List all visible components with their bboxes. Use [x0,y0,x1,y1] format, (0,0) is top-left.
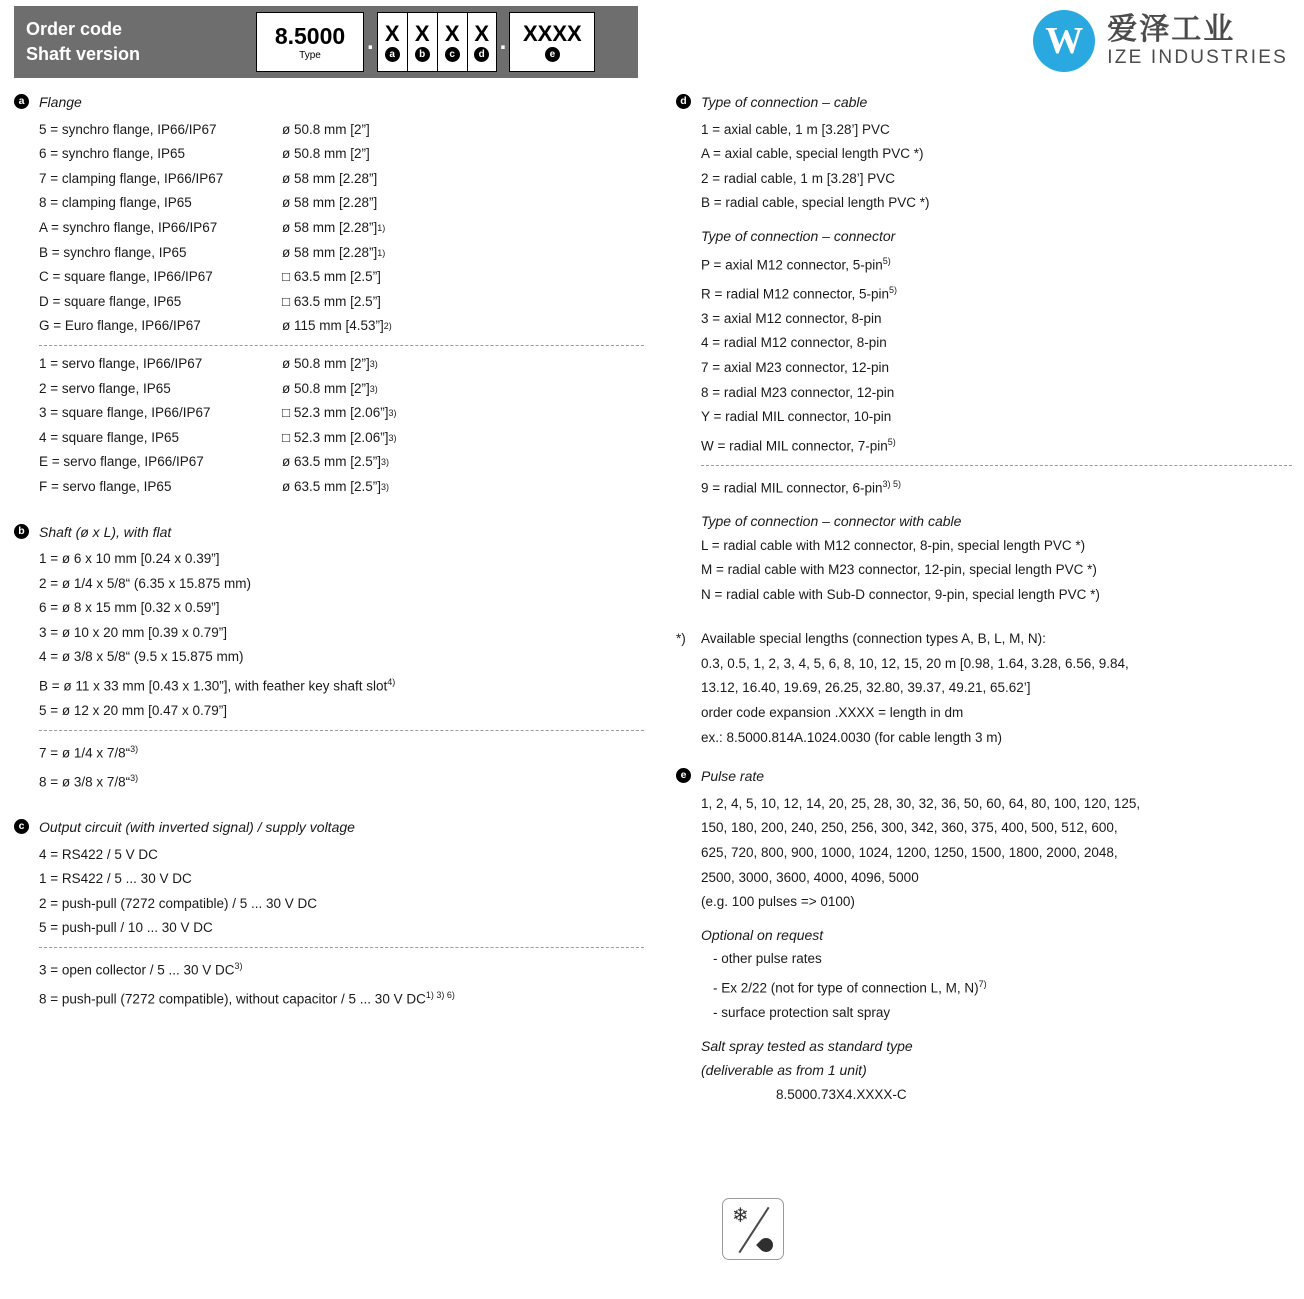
list-item [14,377,644,402]
footnote-ref: 4) [387,677,396,688]
code-cells-abcd [377,12,497,72]
header-title-line2: Shaft version [26,44,141,64]
pulse-rate-example: (e.g. 100 pulses => 0100) [701,894,855,910]
list-item [14,314,644,339]
option-key: - Ex 2/22 (not for type of connection L, M, N) [713,980,979,996]
list-item: 2 = radial cable, 1 m [3.28’] PVC [701,170,895,186]
option-key: F = servo flange, IP65 [39,478,172,494]
company-logo [1033,10,1288,72]
option-value: ø 50.8 mm [2”] [282,146,370,162]
list-item [676,472,1292,501]
option-key: 3 = square flange, IP66/IP67 [39,405,211,421]
list-item [14,954,644,983]
option-value: ø 58 mm [2.28”] [282,170,378,186]
list-item: M = radial cable with M23 connector, 12-pin, special length PVC *) [701,562,1097,578]
option-key: D = square flange, IP65 [39,293,182,309]
option-key: 6 = synchro flange, IP65 [39,146,185,162]
section-tag-a: a [14,94,29,109]
footnote-ref: 1) [377,247,386,258]
water-drop-icon [756,1235,776,1255]
option-key: A = synchro flange, IP66/IP67 [39,219,218,235]
option-key: W = radial MIL connector, 7-pin [701,438,888,454]
list-item: Y = radial MIL connector, 10-pin [701,409,892,425]
divider [39,730,644,731]
footnote-ref: 3) [381,481,390,492]
list-item: 8 = radial M23 connector, 12-pin [701,384,895,400]
footnote-ref: 3) [130,772,139,783]
option-key: 4 = square flange, IP65 [39,429,179,445]
footnote-ref: 5) [882,255,891,266]
list-item: 4 = RS422 / 5 V DC [39,846,158,862]
section-pulse-rate-title: Pulse rate [701,768,765,785]
option-value: ø 50.8 mm [2”] [282,121,370,137]
list-item [14,766,644,795]
list-item: 1 = RS422 / 5 ... 30 V DC [39,871,192,887]
list-item: A = axial cable, special length PVC *) [701,146,924,162]
footnote-ref: 2) [383,321,392,332]
list-item: 4 = radial M12 connector, 8-pin [701,335,887,351]
list-item: 7 = axial M23 connector, 12-pin [701,359,889,375]
list-item: B = radial cable, special length PVC *) [701,195,930,211]
list-item: 3 = axial M12 connector, 8-pin [701,310,882,326]
option-value: ø 115 mm [4.53”] [282,318,384,334]
option-value: ø 58 mm [2.28”] [282,244,378,260]
list-item [14,216,644,241]
code-cell-b [407,12,437,72]
footnote-ref: 3) [130,743,139,754]
option-key: 8 = ø 3/8 x 7/8“ [39,774,131,790]
code-cell-c [437,12,467,72]
divider [39,345,644,346]
option-key: 2 = servo flange, IP65 [39,380,171,396]
option-value: ø 63.5 mm [2.5”] [282,478,382,494]
option-value: ø 50.8 mm [2”] [282,380,370,396]
footnote-ref: 3) [381,457,390,468]
section-shaft [14,520,644,795]
header-title-line1: Order code [26,19,123,39]
code-cell-e-tag: e [545,47,560,62]
footnote-ref: 5) [888,284,897,295]
note-line: 13.12, 16.40, 19.69, 26.25, 32.80, 39.37, 49.21, 65.62’] [701,680,1031,696]
salt-spray-order-code: 8.5000.73X4.XXXX-C [776,1086,907,1102]
footnote-ref: 5) [887,436,896,447]
left-column [14,90,644,1018]
list-item [14,426,644,451]
list-item [676,972,1292,1001]
list-item: 1 = ø 6 x 10 mm [0.24 x 0.39”] [39,551,220,567]
salt-spray-note-line: (deliverable as from 1 unit) [701,1062,867,1079]
option-key: B = ø 11 x 33 mm [0.43 x 1.30”], with feather key shaft slot [39,678,388,694]
list-item [676,278,1292,307]
section-flange-header [14,90,644,115]
section-output-circuit-title: Output circuit (with inverted signal) / supply voltage [39,818,355,835]
option-value: □ 63.5 mm [2.5”] [282,293,381,309]
note-star: *) [676,631,686,647]
list-item [14,450,644,475]
section-tag-c: c [14,819,29,834]
code-cell-a [377,12,407,72]
option-key: 7 = ø 1/4 x 7/8“ [39,745,131,761]
list-item: 2 = push-pull (7272 compatible) / 5 ... 30 V DC [39,895,318,911]
list-item: - other pulse rates [713,951,822,967]
footnote-ref: 3) [234,960,243,971]
section-tag-e: e [676,768,691,783]
option-key: R = radial M12 connector, 5-pin [701,286,889,302]
list-item [14,191,644,216]
list-item: 6 = ø 8 x 15 mm [0.32 x 0.59”] [39,600,220,616]
list-item [14,290,644,315]
option-key: 7 = clamping flange, IP66/IP67 [39,170,224,186]
option-value: □ 52.3 mm [2.06”] [282,429,389,445]
list-item: 4 = ø 3/8 x 5/8“ (9.5 x 15.875 mm) [39,649,244,665]
separator-dot-1: . [367,28,374,55]
option-value: □ 63.5 mm [2.5”] [282,269,381,285]
footnote-ref: 1) [377,222,386,233]
code-cell-e-value: XXXX [522,20,582,46]
list-item: 5 = push-pull / 10 ... 30 V DC [39,920,213,936]
special-lengths-note [676,627,1292,750]
list-item [14,737,644,766]
note-body [701,627,1129,750]
divider [39,947,644,948]
list-item [14,142,644,167]
snowflake-icon: ❄ [732,1205,749,1227]
section-flange-title: Flange [39,94,82,110]
option-key: B = synchro flange, IP65 [39,244,187,260]
section-connection-cable-title: Type of connection – cable [701,94,868,110]
note-line: ex.: 8.5000.814A.1024.0030 (for cable length 3 m) [701,729,1002,745]
code-cell-c-tag: c [445,47,460,62]
list-item: 5 = ø 12 x 20 mm [0.47 x 0.79”] [39,703,227,719]
type-label: Type [299,49,321,61]
option-key: 8 = push-pull (7272 compatible), without capacitor / 5 ... 30 V DC [39,991,426,1007]
section-pulse-rate [676,764,1292,1107]
footnote-ref: 3) [369,383,378,394]
code-cell-c-value: X [444,20,460,46]
header-titles [14,17,140,67]
section-tag-b: b [14,524,29,539]
option-key: 3 = open collector / 5 ... 30 V DC [39,962,235,978]
code-cell-e [509,12,595,72]
list-item [14,670,644,699]
list-item [676,249,1292,278]
option-value: ø 50.8 mm [2”] [282,355,370,371]
list-item: - surface protection salt spray [713,1005,891,1021]
separator-dot-2: . [499,28,507,55]
option-key: 8 = clamping flange, IP65 [39,195,192,211]
note-line: order code expansion .XXXX = length in dm [701,705,964,721]
list-item: L = radial cable with M12 connector, 8-pin, special length PVC *) [701,537,1086,553]
code-cell-a-value: X [384,20,400,46]
footnote-ref: 1) 3) 6) [425,990,455,1000]
code-cell-d-tag: d [474,47,489,62]
snowflake-drop-icon [722,1198,784,1260]
list-item [14,241,644,266]
footnote-ref: 7) [978,979,987,989]
pulse-rate-line: 2500, 3000, 3600, 4000, 4096, 5000 [701,869,919,885]
option-key: G = Euro flange, IP66/IP67 [39,318,201,334]
list-item [14,167,644,192]
section-connection-connector-title: Type of connection – connector [701,227,896,244]
note-line: 0.3, 0.5, 1, 2, 3, 4, 5, 6, 8, 10, 12, 15, 20 m [0.98, 1.64, 3.28, 6.56, 9.84, [701,655,1129,671]
list-item [14,265,644,290]
pulse-rate-line: 625, 720, 800, 900, 1000, 1024, 1200, 1250, 1500, 1800, 2000, 2048, [701,845,1118,861]
option-key: E = servo flange, IP66/IP67 [39,454,204,470]
code-cell-b-tag: b [415,47,430,62]
list-item: N = radial cable with Sub-D connector, 9-pin, special length PVC *) [701,586,1100,602]
list-item [14,475,644,500]
footnote-ref: 3) [388,432,397,443]
section-pulse-rate-header [676,764,1292,789]
section-connection-type-header [676,90,1292,115]
option-key: C = square flange, IP66/IP67 [39,269,213,285]
code-cell-d [467,12,497,72]
logo-english-name: IZE INDUSTRIES [1107,47,1288,68]
divider [701,465,1292,466]
footnote-ref: 3) 5) [882,478,901,489]
logo-chinese-name: 爱泽工业 [1107,13,1236,46]
code-cell-d-value: X [474,20,490,46]
section-shaft-header [14,520,644,545]
list-item: 3 = ø 10 x 20 mm [0.39 x 0.79”] [39,624,227,640]
option-key: 1 = servo flange, IP66/IP67 [39,355,203,371]
logo-text [1107,13,1288,69]
section-output-circuit-header [14,815,644,840]
optional-on-request-title: Optional on request [701,926,824,943]
section-connection-type [676,90,1292,607]
list-item: 2 = ø 1/4 x 5/8“ (6.35 x 15.875 mm) [39,575,251,591]
option-value: □ 52.3 mm [2.06”] [282,405,389,421]
section-output-circuit [14,815,644,1012]
option-key: P = axial M12 connector, 5-pin [701,257,883,273]
option-key: 5 = synchro flange, IP66/IP67 [39,121,217,137]
list-item [14,401,644,426]
list-item [14,983,644,1012]
list-item: 1 = axial cable, 1 m [3.28’] PVC [701,121,890,137]
list-item [14,118,644,143]
type-box [256,12,364,72]
footnote-ref: 3) [369,358,378,369]
option-value: ø 63.5 mm [2.5”] [282,454,382,470]
option-value: ø 58 mm [2.28”] [282,195,378,211]
section-connector-with-cable-title: Type of connection – connector with cable [701,512,962,529]
pulse-rate-line: 150, 180, 200, 240, 250, 256, 300, 342, 360, 375, 400, 500, 512, 600, [701,820,1118,836]
section-tag-d: d [676,94,691,109]
logo-mark-icon: W [1033,10,1095,72]
section-shaft-title: Shaft (ø x L), with flat [39,523,172,540]
order-code-boxes [256,6,595,78]
option-key: 9 = radial MIL connector, 6-pin [701,480,883,496]
footnote-ref: 3) [388,408,397,419]
note-line: Available special lengths (connection types A, B, L, M, N): [701,631,1046,647]
option-value: ø 58 mm [2.28”] [282,219,378,235]
code-cell-a-tag: a [385,47,400,62]
list-item [14,352,644,377]
list-item [676,430,1292,459]
salt-spray-note-line: Salt spray tested as standard type [701,1037,913,1054]
right-column [676,90,1292,1113]
type-number: 8.5000 [274,22,346,49]
section-flange [14,90,644,500]
pulse-rate-line: 1, 2, 4, 5, 10, 12, 14, 20, 25, 28, 30, 32, 36, 50, 60, 64, 80, 100, 120, 125, [701,795,1141,811]
code-cell-b-value: X [414,20,430,46]
